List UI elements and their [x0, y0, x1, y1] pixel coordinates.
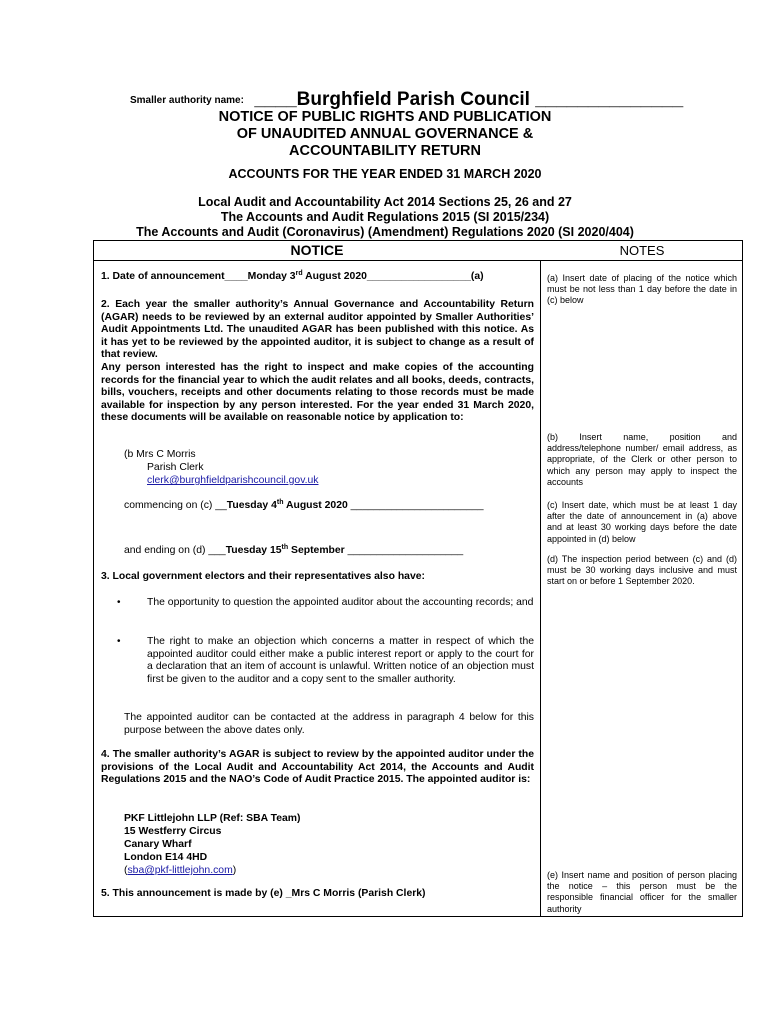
contact-email-link[interactable]: clerk@burghfieldparishcouncil.gov.uk [147, 475, 319, 486]
contact-name: (b Mrs C Morris [124, 449, 196, 460]
bullet-objection-right: The right to make an objection which concerns a matter in respect of which the appointed auditor could either make a public interest report or apply to the court for a declaration that an item of account is unlawful. Written notice of an objection must first be given to the auditor and a copy sent to the smaller authority. [147, 636, 534, 685]
notice-heading: NOTICE [290, 242, 344, 258]
paragraph-2: 2. Each year the smaller authority’s Annual Governance and Accountability Return (AGAR) needs to be reviewed by an external auditor appointed by Smaller Authorities’ Audit Appointments Ltd. The unaudited AGAR has been published with this notice. As it has yet to be reviewed by the appointed auditor, it is subject to change as a result of that review. [101, 299, 534, 361]
authority-name-line [130, 89, 683, 111]
paragraph-5-announcer: 5. This announcement is made by (e) _Mrs C Morris (Parish Clerk) [101, 888, 426, 899]
note-e: (e) Insert name and position of person placing the notice – this person must be the responsible financial officer for the smaller authority [547, 870, 737, 914]
paragraph-3: 3. Local government electors and their representatives also have: [101, 571, 425, 582]
accounts-year-line: ACCOUNTS FOR THE YEAR ENDED 31 MARCH 2020 [228, 167, 542, 181]
contact-role: Parish Clerk [147, 462, 204, 473]
table-header-divider [94, 260, 742, 261]
title-line-1: NOTICE OF PUBLIC RIGHTS AND PUBLICATION [218, 109, 552, 125]
auditor-address-line-4: London E14 4HD [124, 852, 208, 863]
bullet-question-auditor: The opportunity to question the appointed auditor about the accounting records; and [147, 597, 534, 608]
note-b: (b) Insert name, position and address/telephone number/ email address, as appropriate, of the Clerk or other person to which any person may apply to inspect the accounts [547, 432, 737, 487]
auditor-address-line-3: Canary Wharf [124, 839, 192, 850]
auditor-contact-note: The appointed auditor can be contacted at the address in paragraph 4 below for this purpose between the above dates only. [124, 712, 534, 736]
bullet-icon: • [117, 597, 121, 608]
note-c: (c) Insert date, which must be at least 1 day after the date of announcement in (a) above and at least 30 working days before the date appointed in (d) below [547, 500, 737, 544]
auditor-email-link[interactable]: sba@pkf-littlejohn.com [127, 865, 233, 876]
authority-name-label: Smaller authority name: [130, 95, 244, 106]
legislation-line-1: Local Audit and Accountability Act 2014 Sections 25, 26 and 27 [198, 195, 572, 209]
auditor-email[interactable]: (sba@pkf-littlejohn.com) [124, 865, 237, 876]
legislation-line-3: The Accounts and Audit (Coronavirus) (Amendment) Regulations 2020 (SI 2020/404) [136, 225, 634, 239]
authority-name-value: ____Burghfield Parish Council ______________ [254, 89, 684, 110]
note-a: (a) Insert date of placing of the notice which must be not less than 1 day before the date in (c) below [547, 273, 737, 306]
commencing-date: commencing on (c) __Tuesday 4th August 2020 _______________________ [124, 499, 484, 511]
bullet-icon: • [117, 636, 121, 647]
notice-table [93, 240, 743, 917]
title-line-3: ACCOUNTABILITY RETURN [289, 143, 481, 159]
ending-date: and ending on (d) ___Tuesday 15th September ____________________ [124, 544, 464, 556]
notes-heading: NOTES [619, 243, 665, 258]
contact-email[interactable] [147, 475, 580, 488]
title-line-2: OF UNAUDITED ANNUAL GOVERNANCE & [236, 126, 534, 142]
announcement-date: 1. Date of announcement____Monday 3rd August 2020__________________(a) [101, 270, 484, 282]
paragraph-2-rights: Any person interested has the right to inspect and make copies of the accounting records for the financial year to which the audit relates and all books, deeds, contracts, bills, vouchers, receipts and other documents relating to those records must be made available for inspection by any person interested. For the year ended 31 March 2020, these documents will be available on reasonable notice by application to: [101, 362, 534, 424]
note-d: (d) The inspection period between (c) and (d) must be 30 working days inclusive and must start on or before 1 September 2020. [547, 554, 737, 587]
auditor-address-line-2: 15 Westferry Circus [124, 826, 222, 837]
paragraph-4: 4. The smaller authority’s AGAR is subject to review by the appointed auditor under the provisions of the Local Audit and Accountability Act 2014, the Accounts and Audit Regulations 2015 and the NAO’s Code of Audit Practice 2015. The appointed auditor is: [101, 749, 534, 786]
legislation-line-2: The Accounts and Audit Regulations 2015 (SI 2015/234) [220, 210, 550, 224]
auditor-address-line-1: PKF Littlejohn LLP (Ref: SBA Team) [124, 813, 301, 824]
